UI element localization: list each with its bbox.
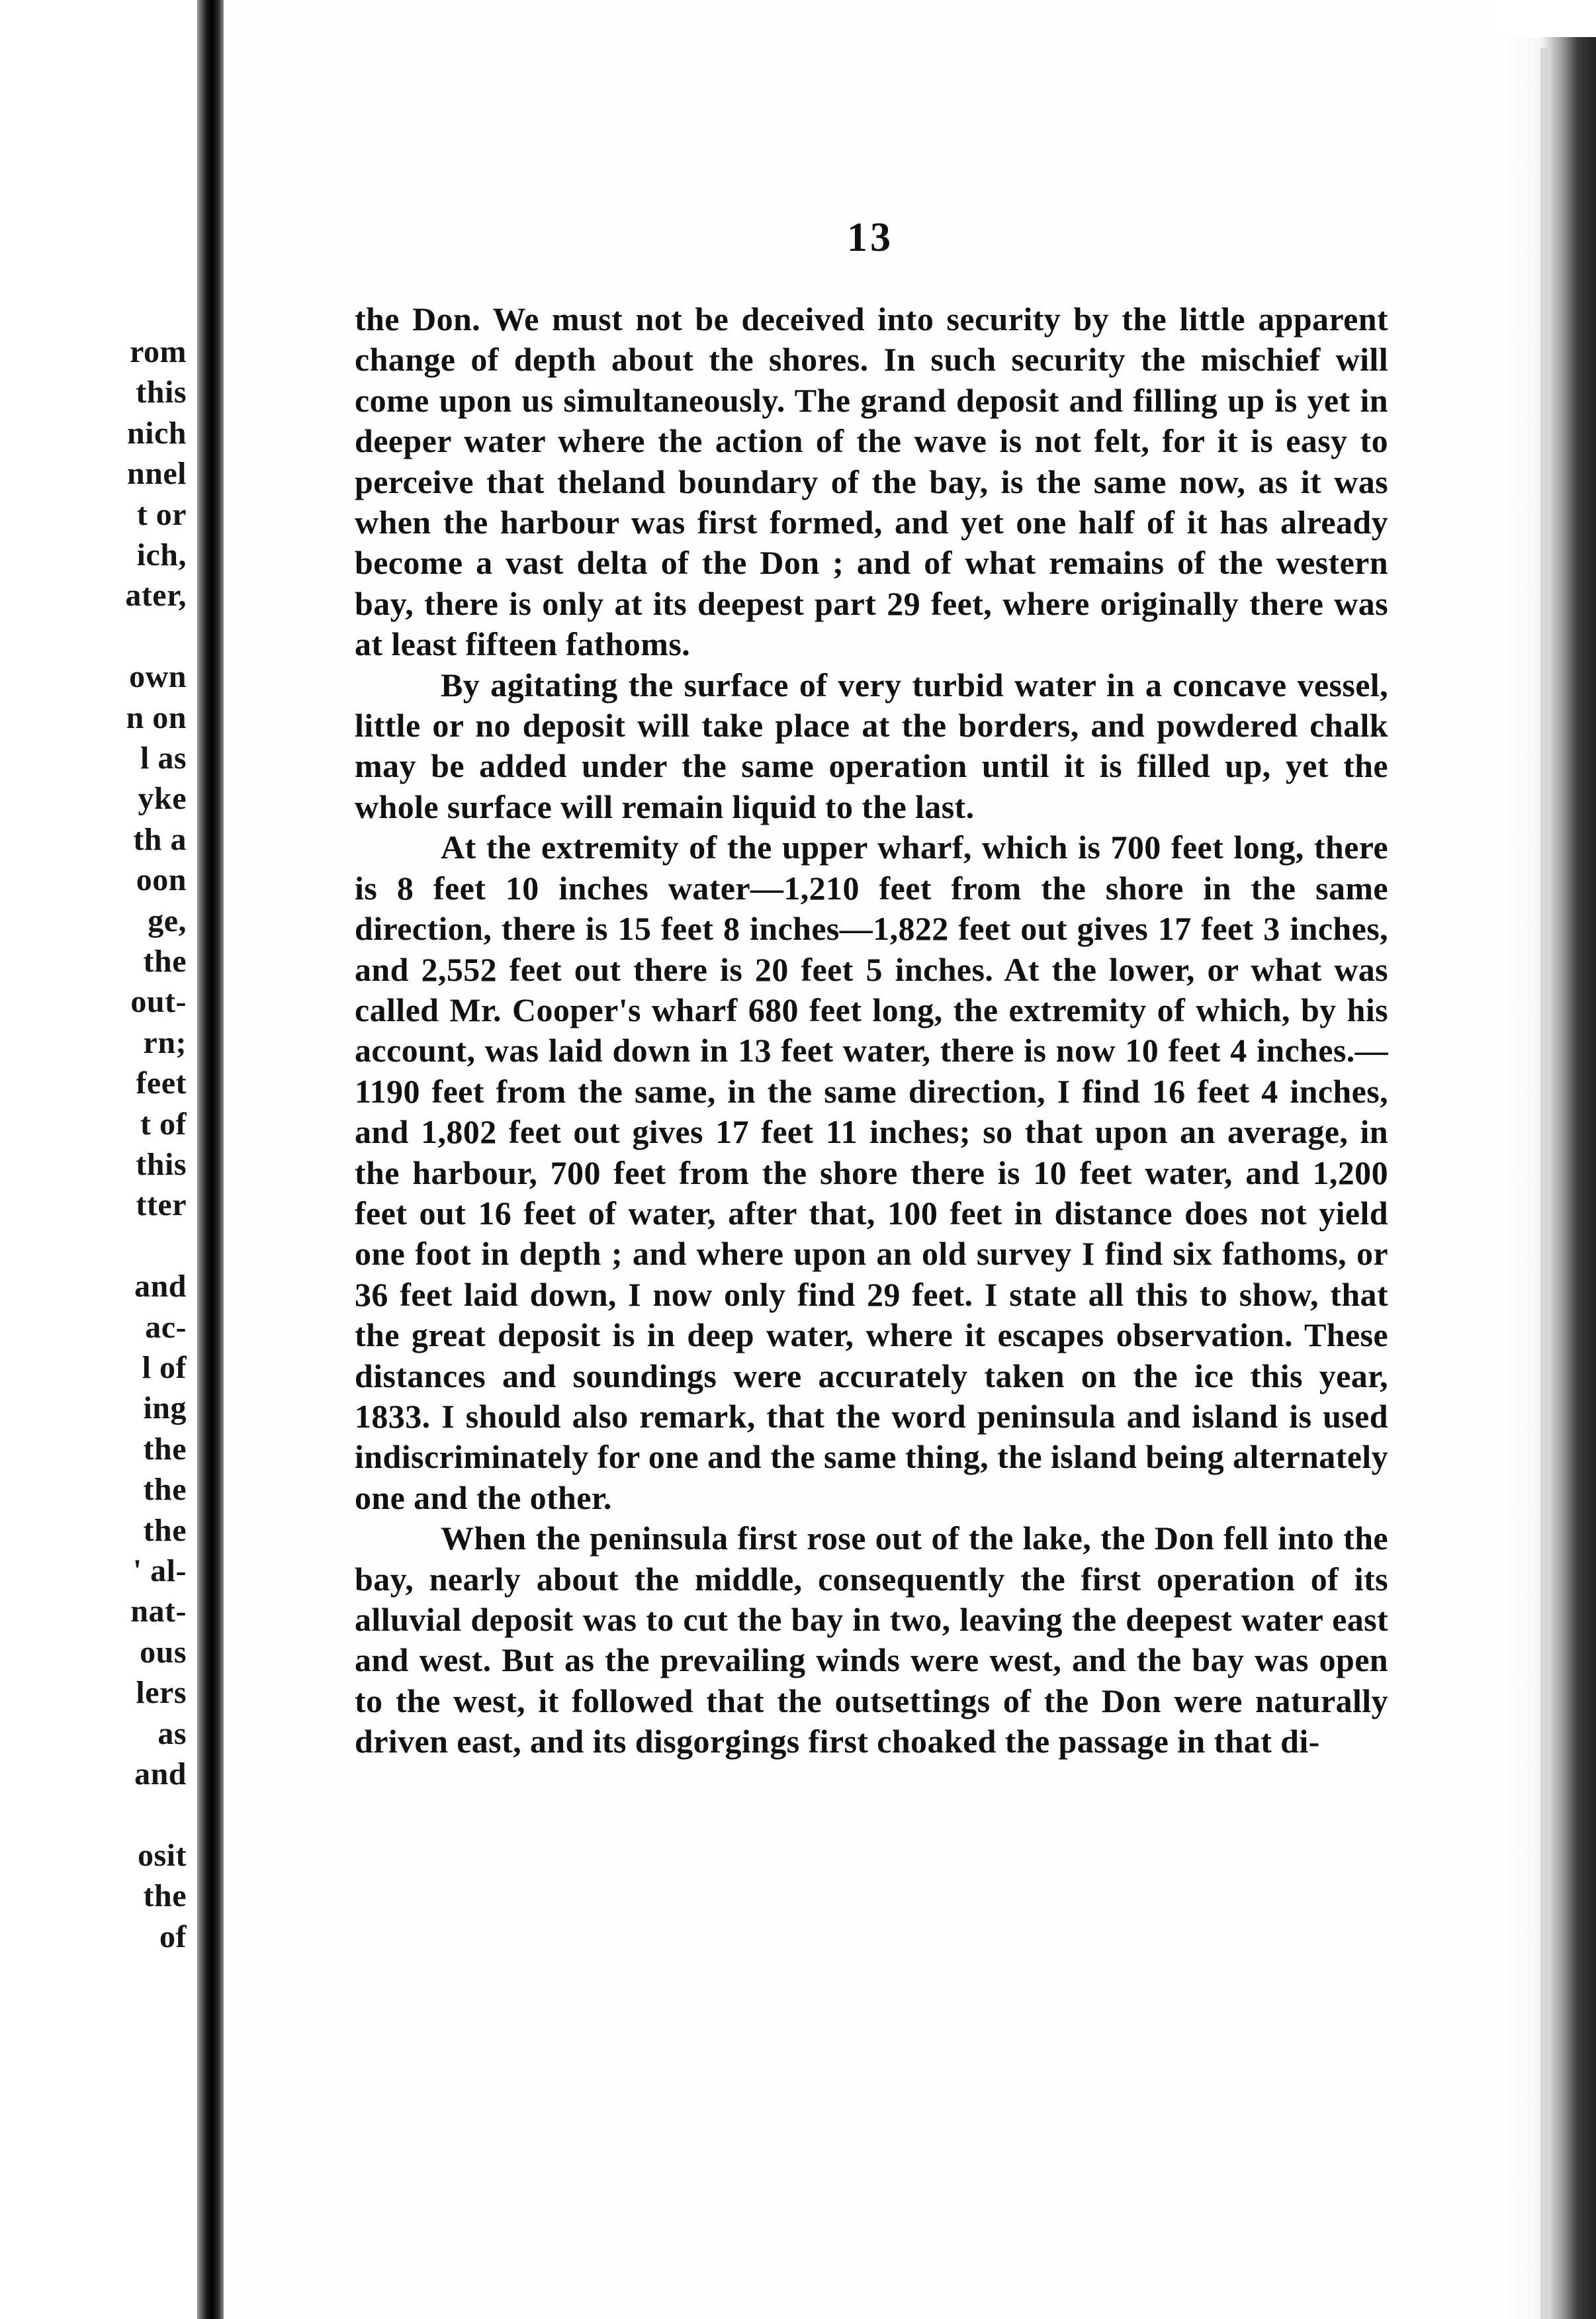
- paragraph: the Don. We must not be deceived into security by the little apparent change of depth about the shores. In such security the mischief will come upon us simultaneously. The grand deposit and filling up is yet in deeper water where the action of the wave is not felt, for it is easy to perceive that theland boundary of the bay, is the same now, as it was when the harbour was first formed, and yet one half of it has already become a vast delta of the Don ; and of what remains of the western bay, there is only at its deepest part 29 feet, where originally there was at least fifteen fathoms.: [355, 300, 1388, 663]
- facing-page-fragment: ous: [140, 1634, 187, 1670]
- facing-page-fragment: the: [143, 1431, 187, 1467]
- facing-page-fragment: ac-: [145, 1309, 187, 1345]
- facing-page-fragment: oon: [136, 862, 187, 898]
- facing-page-fragment: ing: [143, 1390, 187, 1426]
- paragraph: By agitating the surface of very turbid water in a concave vessel, little or no deposit will take place at the borders, and powdered chalk may be added under the same operation until it is filled up, yet the whole surface will remain liquid to the last.: [355, 666, 1388, 825]
- facing-page-fragment: feet: [136, 1066, 187, 1101]
- facing-page-fragment: the: [143, 944, 187, 979]
- paragraph: When the peninsula first rose out of the lake, the Don fell into the bay, nearly about the middle, consequently the first operation of its alluvial deposit was to cut the bay in two, leaving the deepest water east and west. But as the prevailing winds were west, and the bay was open to the west, it followed that the outsettings of the Don were naturally driven east, and its disgorgings first choaked the passage in that di-: [355, 1520, 1388, 1760]
- paragraph: At the extremity of the upper wharf, which is 700 feet long, there is 8 feet 10 inches water—1,210 feet from the shore in the same direction, there is 15 feet 8 inches—1,822 feet out gives 17 feet 3 inches, and 2,552 feet out there is 20 feet 5 inches. At the lower, or what was called Mr. Cooper's wharf 680 feet long, the extremity of which, by his account, was laid down in 13 feet water, there is now 10 feet 4 inches.—1190 feet from the same, in the same direction, I find 16 feet 4 inches, and 1,802 feet out gives 17 feet 11 inches; so that upon an average, in the harbour, 700 feet from the shore there is 10 feet water, and 1,200 feet out 16 feet of water, after that, 100 feet in distance does not yield one foot in depth ; and where upon an old survey I find six fathoms, or 36 feet laid down, I now only find 29 feet. I state all this to show, that the great deposit is in deep water, where it escapes observation. These distances and soundings were accurately taken on the ice this year, 1833. I should also remark, that the word peninsula and island is used indiscriminately for one and the same thing, the island being alternately one and the other.: [355, 829, 1388, 1516]
- facing-page-fragment: this: [136, 1147, 187, 1182]
- facing-page-fragment: yke: [138, 781, 187, 817]
- facing-page-fragment: own: [129, 659, 187, 695]
- facing-page-fragment: as: [157, 1715, 187, 1751]
- facing-page-fragment: osit: [138, 1837, 187, 1873]
- facing-page-fragment: t of: [140, 1106, 187, 1142]
- facing-page-fragment: out-: [130, 984, 187, 1020]
- facing-page-fragment: l of: [142, 1350, 187, 1385]
- facing-page-fragment: lers: [136, 1675, 187, 1711]
- facing-page-fragment: rom: [130, 334, 187, 369]
- page-edge-line: [1540, 48, 1551, 2319]
- facing-page-fragment: the: [143, 1512, 187, 1548]
- facing-page-fragment: the: [143, 1878, 187, 1914]
- facing-page-fragment: and: [134, 1756, 187, 1792]
- body-text: [355, 299, 1388, 1762]
- facing-page-fragment: nat-: [130, 1594, 187, 1629]
- facing-page-fragment: n on: [126, 700, 187, 735]
- facing-page-fragment: the: [143, 1472, 187, 1508]
- facing-page-fragment: nnel: [126, 456, 187, 492]
- facing-page-fragment: rn;: [143, 1024, 187, 1060]
- facing-page-fragment: tter: [136, 1187, 187, 1223]
- facing-page-fragment: nich: [126, 415, 187, 451]
- facing-page-fragment: and: [134, 1269, 187, 1304]
- facing-page-fragment: of: [159, 1919, 187, 1954]
- facing-page-fragment: l as: [140, 741, 187, 776]
- facing-page-fragment: ater,: [125, 578, 187, 614]
- facing-page-fragment: this: [136, 375, 187, 410]
- facing-page-fragment: ich,: [136, 537, 187, 572]
- facing-page-fragment: ' al-: [132, 1553, 187, 1588]
- book-gutter: [197, 0, 224, 2319]
- facing-page: [0, 0, 197, 2319]
- page-number: 13: [847, 215, 893, 260]
- facing-page-fragment: ge,: [148, 903, 187, 938]
- facing-page-fragment: t or: [136, 496, 187, 532]
- facing-page-fragment: th a: [133, 821, 187, 857]
